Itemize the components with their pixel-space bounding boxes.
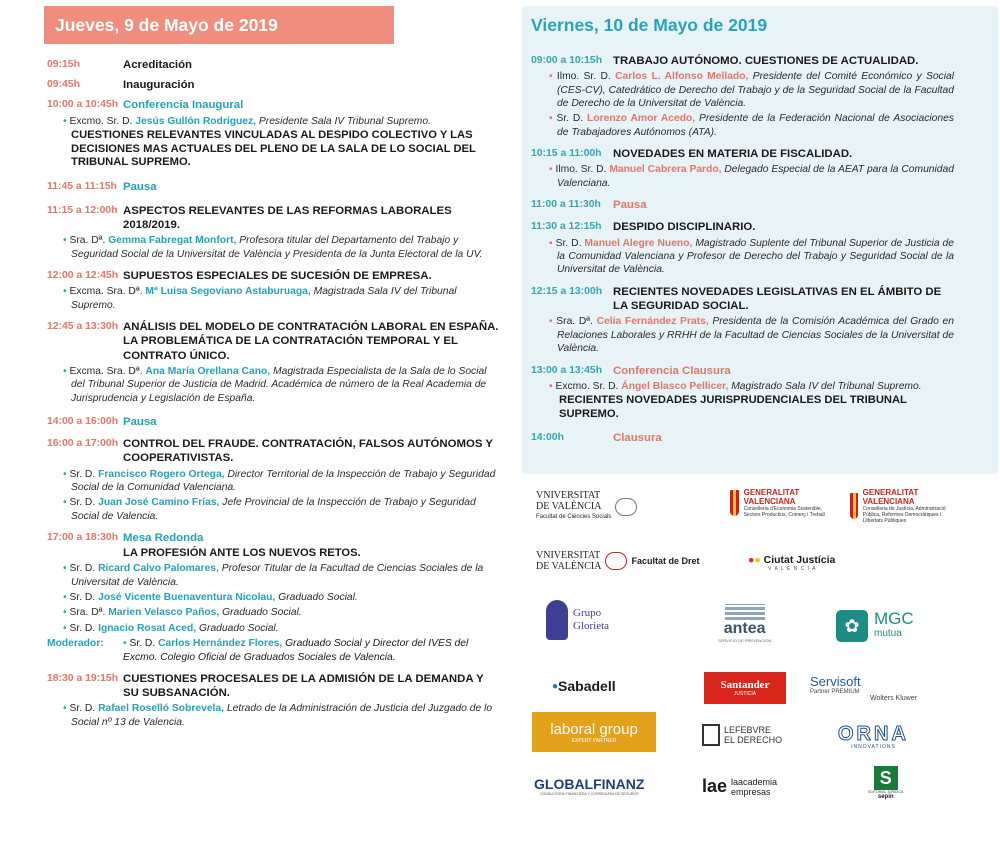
session-title: Mesa Redonda [123, 532, 204, 545]
santander-logo: Santander JUSTICIA [704, 672, 786, 704]
antea-logo: antea SERVICIO DE PREVENCIÓN [718, 604, 771, 643]
moderator: Moderador: • Sr. D. Carlos Hernández Flores, Graduado Social y Director del IVES del Excmo. Colegio Oficial de Graduados Sociales de Valencia. [47, 638, 469, 663]
speaker: • Sra. Dª. Celia Fernández Prats, Presidenta de la Comisión Académica del Grado en Relaciones Laborales y RRHH de la Facultad de Ciencias Sociales de la Universitat de València. [549, 316, 954, 355]
session-pausa [531, 198, 954, 212]
session-sucesion [47, 269, 502, 312]
session-procesales [47, 672, 502, 729]
session-title: Clausura [613, 432, 662, 445]
gva-shield-icon [850, 493, 858, 519]
session-title: DESPIDO DISCIPLINARIO. [613, 221, 756, 234]
session-pausa-1 [47, 180, 502, 194]
speaker: • Ilmo. Sr. D. Carlos L. Alfonso Mellado, Presidente del Comité Económico y Social (CES-CV), Catedrático de Derecho del Trabajo y de la Seguridad Social de la Facultad de Derecho de la Universitat de València. [549, 71, 954, 110]
sponsor-logos [522, 480, 998, 840]
session-time: 16:00 a 17:00h [47, 438, 119, 450]
session-pausa-2 [47, 415, 502, 429]
sepin-logo: S EDITORIAL JURÍDICA sepin [868, 768, 904, 800]
session-seguridad-social [531, 285, 954, 356]
laboral-group-logo: laboral group EXPERT PARTNER [532, 712, 656, 752]
session-time: 11:00 a 11:30h [531, 199, 601, 211]
session-title: Conferencia Clausura [613, 364, 731, 377]
session-time: 12:00 a 12:45h [47, 270, 119, 282]
session-title: RECIENTES NOVEDADES LEGISLATIVAS EN EL ÁMBITO DE LA SEGURIDAD SOCIAL. [613, 285, 942, 313]
lae-logo: lae laacademia empresas [702, 776, 778, 797]
orna-logo: ORNA INNOVATIONS [838, 723, 909, 750]
globalfinanz-logo: GLOBALFINANZ CONSULTORÍA FINANCIERA Y CORREDURÍA DE SEGUROS [534, 776, 645, 796]
sabadell-dot-icon: ● [552, 680, 559, 692]
day1-header: Jueves, 9 de Mayo de 2019 [44, 6, 394, 44]
speaker: • Sr. D. Lorenzo Amor Acedo, Presidente de la Federación Nacional de Asociaciones de Trabajadores Autónomos (ATA). [549, 113, 954, 138]
speaker: • Ilmo. Sr. D. Manuel Cabrera Pardo, Delegado Especial de la AEAT para la Comunidad Valenciana. [549, 164, 954, 189]
speaker: • Sr. D. Juan José Camino Frías, Jefe Provincial de la Inspección de Trabajo y Seguridad Social de Valencia. [63, 497, 476, 522]
session-mesa-redonda [47, 531, 502, 664]
uv-dret-logo: VNIVERSITAT DE VALÈNCIA Facultat de Dret [536, 550, 700, 572]
gva-shield-icon [730, 490, 739, 516]
session-time: 18:30 a 19:15h [47, 672, 119, 684]
session-time: 11:45 a 11:15h [47, 180, 117, 192]
speaker: • Sr. D. Ricard Calvo Palomares, Profesor Titular de la Facultad de Ciencias Sociales de la Universitat de València. [63, 563, 484, 588]
session-clausura [531, 431, 954, 445]
session-time: 11:30 a 12:15h [531, 221, 602, 233]
session-0945 [47, 78, 502, 92]
mgc-mutua-logo: ✿ MGC mutua [836, 610, 914, 642]
session-title: CONTROL DEL FRAUDE. CONTRATACIÓN, FALSOS AUTÓNOMOS Y COOPERATIVISTAS. [123, 438, 493, 465]
session-time: 10:00 a 10:45h [47, 99, 119, 111]
grupo-glorieta-logo: Grupo Glorieta [546, 600, 609, 640]
talk-title: RECIENTES NOVEDADES JURISPRUDENCIALES DEL TRIBUNAL SUPREMO. [559, 394, 907, 420]
day1-column [44, 6, 502, 729]
uv-emblem-icon [605, 552, 627, 570]
session-contratacion [47, 320, 502, 405]
session-title: Pausa [123, 416, 157, 429]
lefebvre-mark-icon [702, 724, 720, 746]
session-title: TRABAJO AUTÓNOMO. CUESTIONES DE ACTUALIDAD. [613, 55, 919, 67]
speaker: • Sr. D. José Vicente Buenaventura Nicolau, Graduado Social. [63, 591, 358, 603]
session-time: 09:00 a 10:15h [531, 55, 603, 66]
session-title: ANÁLISIS DEL MODELO DE CONTRATACIÓN LABORAL EN ESPAÑA. LA PROBLEMÁTICA DE LA CONTRATACIÓN TEMPORAL Y EL CONTRATO ÚNICO. [123, 321, 499, 362]
speaker: • Excma. Sra. Dª. Ana María Orellana Cano, Magistrada Especialista de la Sala de lo Social del Tribunal Superior de Justicia de Madrid. Académica de número de la Real Academia de Jurisprudencia y Legislación de España. [63, 365, 487, 404]
session-fraude [47, 437, 502, 523]
speaker: • Excma. Sra. Dª. Mª Luisa Segoviano Astaburuaga, Magistrada Sala IV del Tribunal Supremo. [63, 286, 457, 311]
session-time: 09:45h [47, 79, 80, 91]
session-title: ASPECTOS RELEVANTES DE LAS REFORMAS LABORALES 2018/2019. [123, 205, 452, 232]
session-title: Inauguración [123, 79, 195, 92]
session-reformas [47, 204, 502, 261]
speaker: • Excmo. Sr. D. Ángel Blasco Pellicer, Magistrado Sala IV del Tribunal Supremo. [549, 380, 922, 392]
day2-header: Viernes, 10 de Mayo de 2019 [531, 14, 768, 35]
servisoft-logo: Servisoft Partner PREMIUM Wolters Kluwer [810, 674, 917, 702]
session-title: NOVEDADES EN MATERIA DE FISCALIDAD. [613, 148, 853, 161]
session-time: 14:00h [531, 432, 564, 444]
session-time: 11:15 a 12:00h [47, 205, 118, 216]
talk-title: LA PROFESIÓN ANTE LOS NUEVOS RETOS. [123, 546, 361, 559]
session-time: 12:45 a 13:30h [47, 321, 119, 333]
gva-economia-logo: GENERALITAT VALENCIANA Conselleria d'Economia Sostenible, Sectors Productius, Comerç i Treball [730, 488, 830, 518]
session-title: SUPUESTOS ESPECIALES DE SUCESIÓN DE EMPRESA. [123, 270, 432, 283]
session-0915 [47, 58, 502, 72]
session-time: 13:00 a 13:45h [531, 364, 603, 376]
speaker: • Sr. D. Rafael Roselló Sobrevela, Letrado de la Administración de Justicia del Juzgado de lo Social nº 13 de Valencia. [63, 703, 493, 728]
session-title: Pausa [123, 180, 157, 193]
session-title: Acreditación [123, 59, 192, 71]
speaker: • Sra. Dª. Marien Velasco Paños, Graduado Social. [63, 607, 302, 619]
session-time: 09:15h [47, 59, 80, 70]
session-time: 12:15 a 13:00h [531, 285, 603, 297]
mgc-leaf-icon: ✿ [836, 610, 868, 642]
session-title: Pausa [613, 199, 647, 212]
speaker: • Excmo. Sr. D. Jesús Gullón Rodríguez, Presidente Sala IV Tribunal Supremo. [63, 115, 431, 127]
uv-ciencies-sociales-logo: VNIVERSITAT DE VALÈNCIA Facultat de Ciències Socials [536, 490, 637, 523]
speaker: • Sr. D. Francisco Rogero Ortega, Director Territorial de la Inspección de Trabajo y Seguridad Social de la Comunidad Valenciana. [63, 468, 496, 494]
speaker: • Sr. D. Ignacio Rosat Aced, Graduado Social. [63, 622, 279, 634]
lefebvre-logo: LEFEBVRE EL DERECHO [702, 724, 782, 746]
session-autonomo [531, 54, 954, 139]
gva-justicia-logo: GENERALITAT VALENCIANA Conselleria de Justícia, Administració Pública, Reformes Democràtiques i Llibertats Públiques [850, 488, 962, 524]
building-icon [725, 604, 765, 620]
session-title: CUESTIONES PROCESALES DE LA ADMISIÓN DE LA DEMANDA Y SU SUBSANACIÓN. [123, 672, 484, 700]
session-time: 14:00 a 16:00h [47, 416, 119, 428]
uv-emblem-icon [615, 498, 637, 516]
day2-column [522, 6, 998, 474]
talk-title: CUESTIONES RELEVANTES VINCULADAS AL DESPIDO COLECTIVO Y LAS DECISIONES MAS ACTUALES DEL PLENO DE LA SALA DE LO SOCIAL DEL TRIBUNAL SUPREMO. [71, 129, 476, 169]
session-title: Conferencia Inaugural [123, 99, 244, 112]
glorieta-figure-icon [546, 600, 568, 640]
session-time: 17:00 a 18:30h [47, 532, 119, 544]
ciutat-justicia-logo: ●● Ciutat Justícia V A L E N C I A [748, 554, 836, 572]
sabadell-logo: ● Sabadell [552, 678, 616, 694]
session-fiscalidad [531, 147, 954, 190]
session-time: 10:15 a 11:00h [531, 148, 602, 160]
session-conferencia-inaugural [47, 98, 502, 169]
speaker: • Sra. Dª. Gemma Fabregat Monfort, Profesora titular del Departamento del Trabajo y Seguridad Social de la Universitat de València y Presidenta de la Junta Electoral de la UV. [63, 235, 483, 260]
speaker: • Sr. D. Manuel Alegre Nueno, Magistrado Suplente del Tribunal Superior de Justicia de la Comunidad Valenciana y Profesor de Derecho del Trabajo y Seguridad Social de la Universitat de València. [549, 237, 954, 276]
session-conferencia-clausura [531, 364, 954, 422]
session-despido [531, 220, 954, 276]
